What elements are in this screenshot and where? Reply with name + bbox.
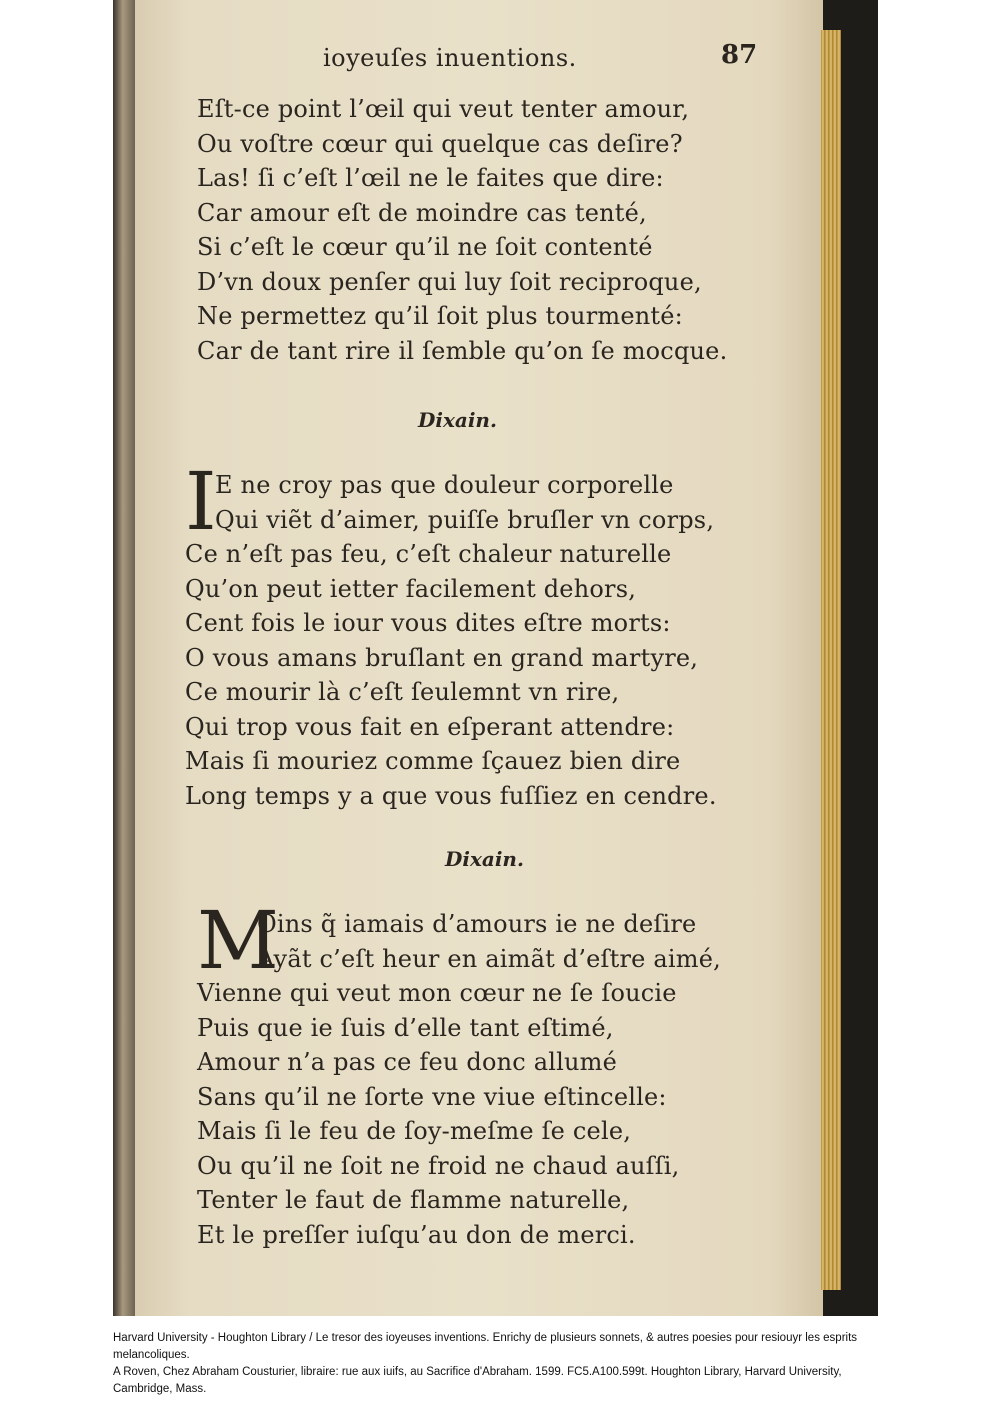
image-caption: [113, 1330, 873, 1398]
verse-line: Car de tant rire il ſemble qu’on ſe mocque.: [197, 336, 728, 365]
verse-line: Et le preſſer iuſqu’au don de merci.: [197, 1220, 636, 1249]
caption-line: Harvard University - Houghton Library / Le tresor des ioyeuses inventions. Enrichy de plusieurs sonnets, & autres poesies pour resiouyr les esprits melancoliques.: [113, 1332, 858, 1361]
verse-line: Puis que ie ſuis d’elle tant eſtimé,: [197, 1013, 614, 1042]
verse-line: Tenter le faut de flamme naturelle,: [197, 1186, 630, 1214]
dixain-stanza: [197, 894, 805, 1252]
dixain-heading: Dixain.: [445, 847, 524, 871]
page-header: [185, 36, 805, 92]
running-title: ioyeuſes inuentions.: [323, 44, 577, 72]
verse-line: O vous amans bruſlant en grand martyre,: [185, 643, 699, 672]
verse-line: Si c’eſt le cœur qu’il ne ſoit contenté: [197, 233, 653, 261]
verse-line: D’vn doux penſer qui luy ſoit reciproque,: [197, 267, 702, 296]
caption-line: A Roven, Chez Abraham Cousturier, libraire: rue aux iuifs, au Sacrifice d'Abraham. 1599. FC5.A100.599t. Houghton Library, Harvard University, Cambridge, Mass.: [113, 1366, 842, 1395]
verse-line: Cent fois le iour vous dites eſtre morts:: [185, 609, 671, 637]
drop-cap-initial: I: [185, 455, 217, 548]
left-page-edge: [113, 0, 135, 1316]
verse-line: Long temps y a que vous fuſſiez en cendre.: [185, 781, 717, 810]
verse-line: Vienne qui veut mon cœur ne ſe ſoucie: [197, 979, 677, 1007]
page-number: 87: [721, 40, 758, 70]
verse-line: Ou qu’il ne ſoit ne froid ne chaud auſſi,: [197, 1151, 680, 1180]
verse-line: Mais ſi le feu de ſoy-meſme ſe cele,: [197, 1117, 632, 1145]
verse-line: Qu’on peut ietter facilement dehors,: [185, 574, 637, 603]
verse-line: E ne croy pas que douleur corporelle: [215, 471, 674, 499]
verse-line: Amour n’a pas ce feu donc allumé: [197, 1048, 618, 1076]
verse-line: Ayãt c’eſt heur en aimãt d’eſtre aimé,: [257, 944, 721, 973]
book-page: [135, 0, 823, 1316]
page-text: [185, 36, 805, 1252]
verse-line: Sans qu’il ne ſorte vne viue eſtincelle:: [197, 1082, 667, 1111]
poem-stanza: [197, 92, 805, 368]
verse-line: Eſt-ce point l’œil qui veut tenter amour,: [197, 95, 690, 123]
dixain-heading: Dixain.: [418, 408, 497, 432]
verse-line: Qui trop vous fait en eſperant attendre:: [185, 712, 675, 741]
verse-line: Car amour eſt de moindre cas tenté,: [197, 198, 647, 227]
verse-line: Qui viẽt d’aimer, puiſſe bruſler vn corps,: [215, 505, 715, 534]
verse-line: Ou voſtre cœur qui quelque cas deſire?: [197, 129, 683, 158]
verse-line: Oins q̃ iamais d’amours ie ne deſire: [257, 910, 697, 938]
verse-line: Ce mourir là c’eſt ſeulemnt vn rire,: [185, 678, 620, 706]
gilt-page-edges: [821, 30, 841, 1290]
verse-line: Ne permettez qu’il ſoit plus tourmenté:: [197, 302, 683, 330]
verse-line: Las! ſi c’eſt l’œil ne le faites que dire:: [197, 164, 664, 192]
dixain-stanza: [185, 455, 805, 813]
drop-cap-initial: M: [197, 894, 279, 987]
book-scan: [113, 0, 878, 1316]
verse-line: Ce n’eſt pas feu, c’eſt chaleur naturelle: [185, 540, 672, 568]
verse-line: Mais ſi mouriez comme ſçauez bien dire: [185, 747, 681, 775]
